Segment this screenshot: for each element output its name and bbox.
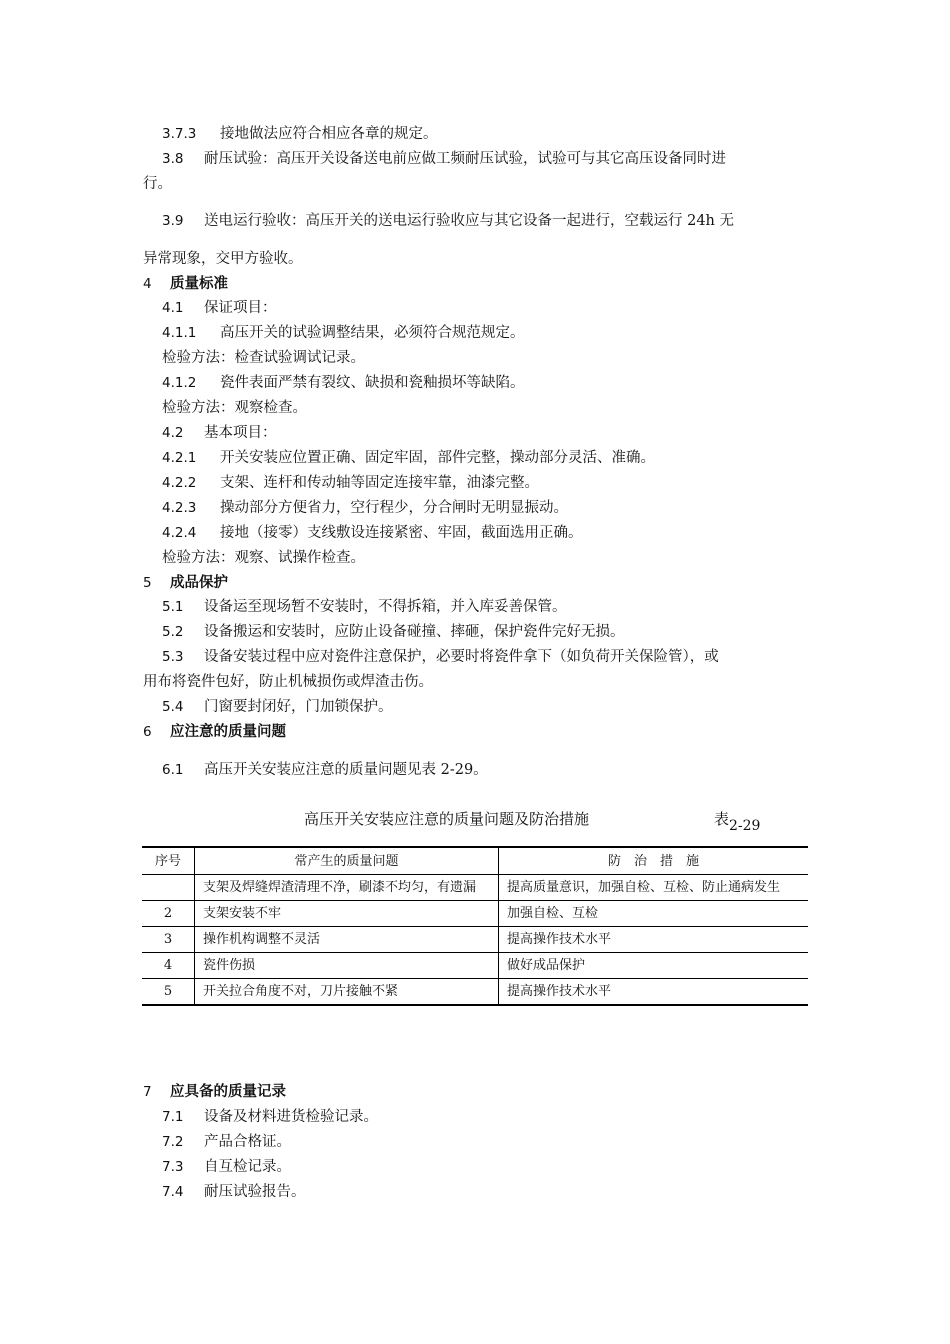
clause-text: 接地（接零）支线敷设连接紧密、牢固，截面选用正确。 — [220, 525, 583, 541]
section-heading-5 — [143, 573, 228, 593]
row-index: 3 — [142, 927, 195, 953]
paragraph-4-1 — [162, 298, 277, 318]
paragraph-3-9-continuation: 异常现象，交甲方验收。 — [143, 251, 303, 267]
paragraph-4-2-1 — [162, 448, 655, 468]
paragraph-4-2-4 — [162, 523, 583, 543]
clause-number: 4.2.4 — [162, 525, 197, 541]
row-measure: 提高操作技术水平 — [499, 979, 809, 1006]
clause-number: 6.1 — [162, 762, 184, 778]
row-problem: 支架安装不牢 — [195, 901, 499, 927]
row-measure: 提高操作技术水平 — [499, 927, 809, 953]
paragraph-3-9 — [162, 211, 734, 231]
table-number — [714, 808, 760, 834]
paragraph-4-2-2 — [162, 473, 539, 493]
row-index — [142, 875, 195, 901]
clause-number: 4.2.2 — [162, 475, 197, 491]
paragraph-4-1-2 — [162, 373, 525, 393]
paragraph-5-3-continuation: 用布将瓷件包好，防止机械损伤或焊渣击伤。 — [143, 674, 433, 690]
paragraph-3-8 — [162, 149, 726, 169]
section-title: 应注意的质量问题 — [170, 724, 286, 740]
row-measure: 加强自检、互检 — [499, 901, 809, 927]
paragraph-5-3 — [162, 647, 719, 667]
header-problem: 常产生的质量问题 — [195, 847, 499, 875]
section-number: 7 — [143, 1084, 152, 1100]
clause-text: 设备安装过程中应对瓷件注意保护，必要时将瓷件拿下（如负荷开关保险管），或 — [204, 649, 719, 665]
clause-text: 自互检记录。 — [204, 1159, 291, 1175]
clause-text: 高压开关的试验调整结果，必须符合规范规定。 — [220, 325, 525, 341]
section-title: 质量标准 — [170, 276, 228, 292]
paragraph-4-1-1 — [162, 323, 525, 343]
clause-text: 设备运至现场暂不安装时，不得拆箱，并入库妥善保管。 — [204, 599, 567, 615]
row-problem: 支架及焊缝焊渣清理不净，刷漆不均匀，有遗漏 — [195, 875, 499, 901]
clause-number: 5.2 — [162, 624, 184, 640]
clause-number: 7.4 — [162, 1184, 184, 1200]
clause-number: 4.2.3 — [162, 500, 197, 516]
clause-number: 7.3 — [162, 1159, 184, 1175]
section-number: 6 — [143, 724, 152, 740]
paragraph-3-8-continuation: 行。 — [143, 176, 172, 192]
clause-text: 支架、连杆和传动轴等固定连接牢靠，油漆完整。 — [220, 475, 539, 491]
section-number: 4 — [143, 276, 152, 292]
clause-text: 瓷件表面严禁有裂纹、缺损和瓷釉损坏等缺陷。 — [220, 375, 525, 391]
row-measure: 提高质量意识，加强自检、互检、防止通病发生 — [499, 875, 809, 901]
clause-text: 门窗要封闭好，门加锁保护。 — [204, 699, 393, 715]
clause-number: 3.7.3 — [162, 126, 197, 142]
clause-text: 基本项目： — [204, 425, 277, 441]
clause-number: 3.9 — [162, 213, 184, 229]
section-title: 成品保护 — [170, 575, 228, 591]
paragraph-4-2-3 — [162, 498, 568, 518]
clause-number: 7.1 — [162, 1109, 184, 1125]
header-measures: 防 治 措 施 — [499, 847, 809, 875]
paragraph-6-1 — [162, 760, 488, 780]
quality-issues-table — [142, 846, 808, 1006]
clause-number: 4.2 — [162, 425, 184, 441]
row-problem: 开关拉合角度不对，刀片接触不紧 — [195, 979, 499, 1006]
clause-text: 设备及材料进货检验记录。 — [204, 1109, 378, 1125]
clause-number: 4.1.1 — [162, 325, 197, 341]
clause-text: 保证项目： — [204, 300, 277, 316]
paragraph-7-3 — [162, 1157, 291, 1177]
inspection-method: 检验方法：检查试验调试记录。 — [162, 350, 365, 366]
section-title: 应具备的质量记录 — [170, 1084, 286, 1100]
paragraph-3-7-3 — [162, 124, 438, 144]
clause-text: 送电运行验收：高压开关的送电运行验收应与其它设备一起进行，空载运行 24h 无 — [204, 213, 735, 229]
clause-text: 产品合格证。 — [204, 1134, 291, 1150]
row-problem: 操作机构调整不灵活 — [195, 927, 499, 953]
clause-text: 设备搬运和安装时，应防止设备碰撞、摔砸，保护瓷件完好无损。 — [204, 624, 625, 640]
clause-number: 5.1 — [162, 599, 184, 615]
clause-number: 4.2.1 — [162, 450, 197, 466]
clause-text: 高压开关安装应注意的质量问题见表 2-29。 — [204, 762, 488, 778]
row-index: 2 — [142, 901, 195, 927]
table-row — [142, 875, 808, 901]
clause-text: 操动部分方便省力，空行程少，分合闸时无明显振动。 — [220, 500, 568, 516]
section-heading-7 — [143, 1082, 286, 1102]
section-heading-4 — [143, 274, 228, 294]
clause-text: 耐压试验报告。 — [204, 1184, 306, 1200]
inspection-method: 检验方法：观察、试操作检查。 — [162, 550, 365, 566]
clause-number: 5.4 — [162, 699, 184, 715]
row-index: 5 — [142, 979, 195, 1006]
paragraph-7-1 — [162, 1107, 378, 1127]
table-row — [142, 953, 808, 979]
paragraph-7-4 — [162, 1182, 306, 1202]
paragraph-7-2 — [162, 1132, 291, 1152]
table-row — [142, 979, 808, 1006]
clause-number: 5.3 — [162, 649, 184, 665]
clause-text: 开关安装应位置正确、固定牢固，部件完整，操动部分灵活、准确。 — [220, 450, 655, 466]
row-index: 4 — [142, 953, 195, 979]
table-row — [142, 927, 808, 953]
clause-number: 4.1 — [162, 300, 184, 316]
paragraph-5-4 — [162, 697, 393, 717]
clause-number: 4.1.2 — [162, 375, 197, 391]
row-problem: 瓷件伤损 — [195, 953, 499, 979]
section-heading-6 — [143, 722, 286, 742]
clause-text: 耐压试验：高压开关设备送电前应做工频耐压试验，试验可与其它高压设备同时进 — [204, 151, 726, 167]
table-number-value: 2-29 — [729, 818, 761, 834]
paragraph-4-2 — [162, 423, 277, 443]
row-measure: 做好成品保护 — [499, 953, 809, 979]
inspection-method: 检验方法：观察检查。 — [162, 400, 307, 416]
section-number: 5 — [143, 575, 152, 591]
table-row — [142, 901, 808, 927]
table-label: 表 — [714, 810, 730, 828]
table-title: 高压开关安装应注意的质量问题及防治措施 — [304, 810, 590, 828]
clause-text: 接地做法应符合相应各章的规定。 — [220, 126, 438, 142]
clause-number: 7.2 — [162, 1134, 184, 1150]
clause-number: 3.8 — [162, 151, 184, 167]
table-header-row — [142, 847, 808, 875]
header-index: 序号 — [142, 847, 195, 875]
paragraph-5-2 — [162, 622, 625, 642]
paragraph-5-1 — [162, 597, 567, 617]
